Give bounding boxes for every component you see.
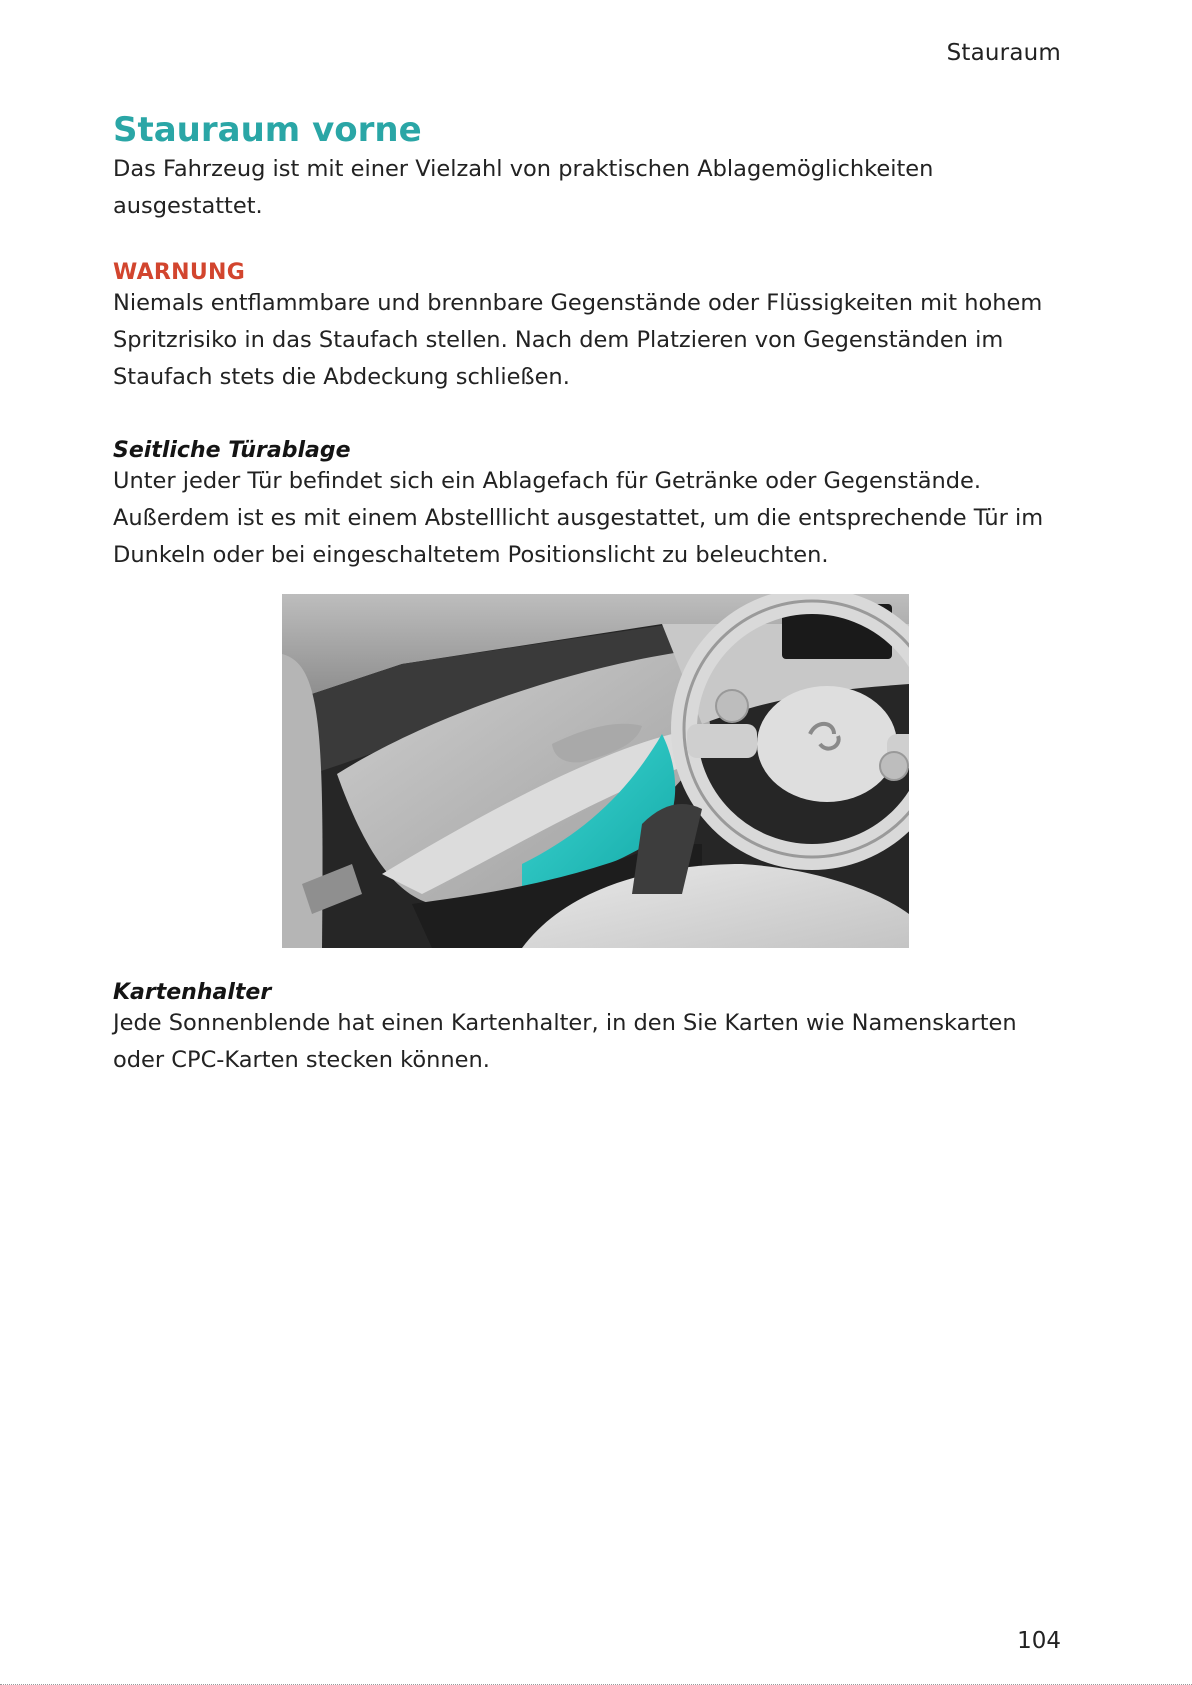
section-heading-door-storage: Seitliche Türablage xyxy=(113,437,351,463)
intro-paragraph: Das Fahrzeug ist mit einer Vielzahl von praktischen Ablagemöglichkeiten ausgestattet. xyxy=(113,155,934,219)
section-heading-card-holder: Kartenhalter xyxy=(113,979,272,1005)
section-text-card-holder: Jede Sonnenblende hat einen Kartenhalter, in den Sie Karten wie Namenskarten oder CPC-Karten stecken können. xyxy=(113,1009,1017,1073)
page-content xyxy=(113,110,1063,1079)
door-storage-illustration xyxy=(282,594,909,948)
car-interior-image xyxy=(282,594,909,948)
page-number: 104 xyxy=(1017,1628,1061,1654)
warning-text: Niemals entflammbare und brennbare Gegenstände oder Flüssigkeiten mit hohem Spritzrisiko in das Staufach stellen. Nach dem Platzieren von Gegenständen im Staufach stets die Abdeckung schließen. xyxy=(113,289,1043,390)
running-header: Stauraum xyxy=(946,40,1061,66)
warning-label: WARNUNG xyxy=(113,259,246,285)
section-text-door-storage: Unter jeder Tür befindet sich ein Ablagefach für Getränke oder Gegenstände. Außerdem ist es mit einem Abstelllicht ausgestattet, um die entsprechende Tür im Dunkeln oder bei eingeschaltetem Positionslicht zu beleuchten. xyxy=(113,467,1044,568)
page-title: Stauraum vorne xyxy=(113,110,422,150)
